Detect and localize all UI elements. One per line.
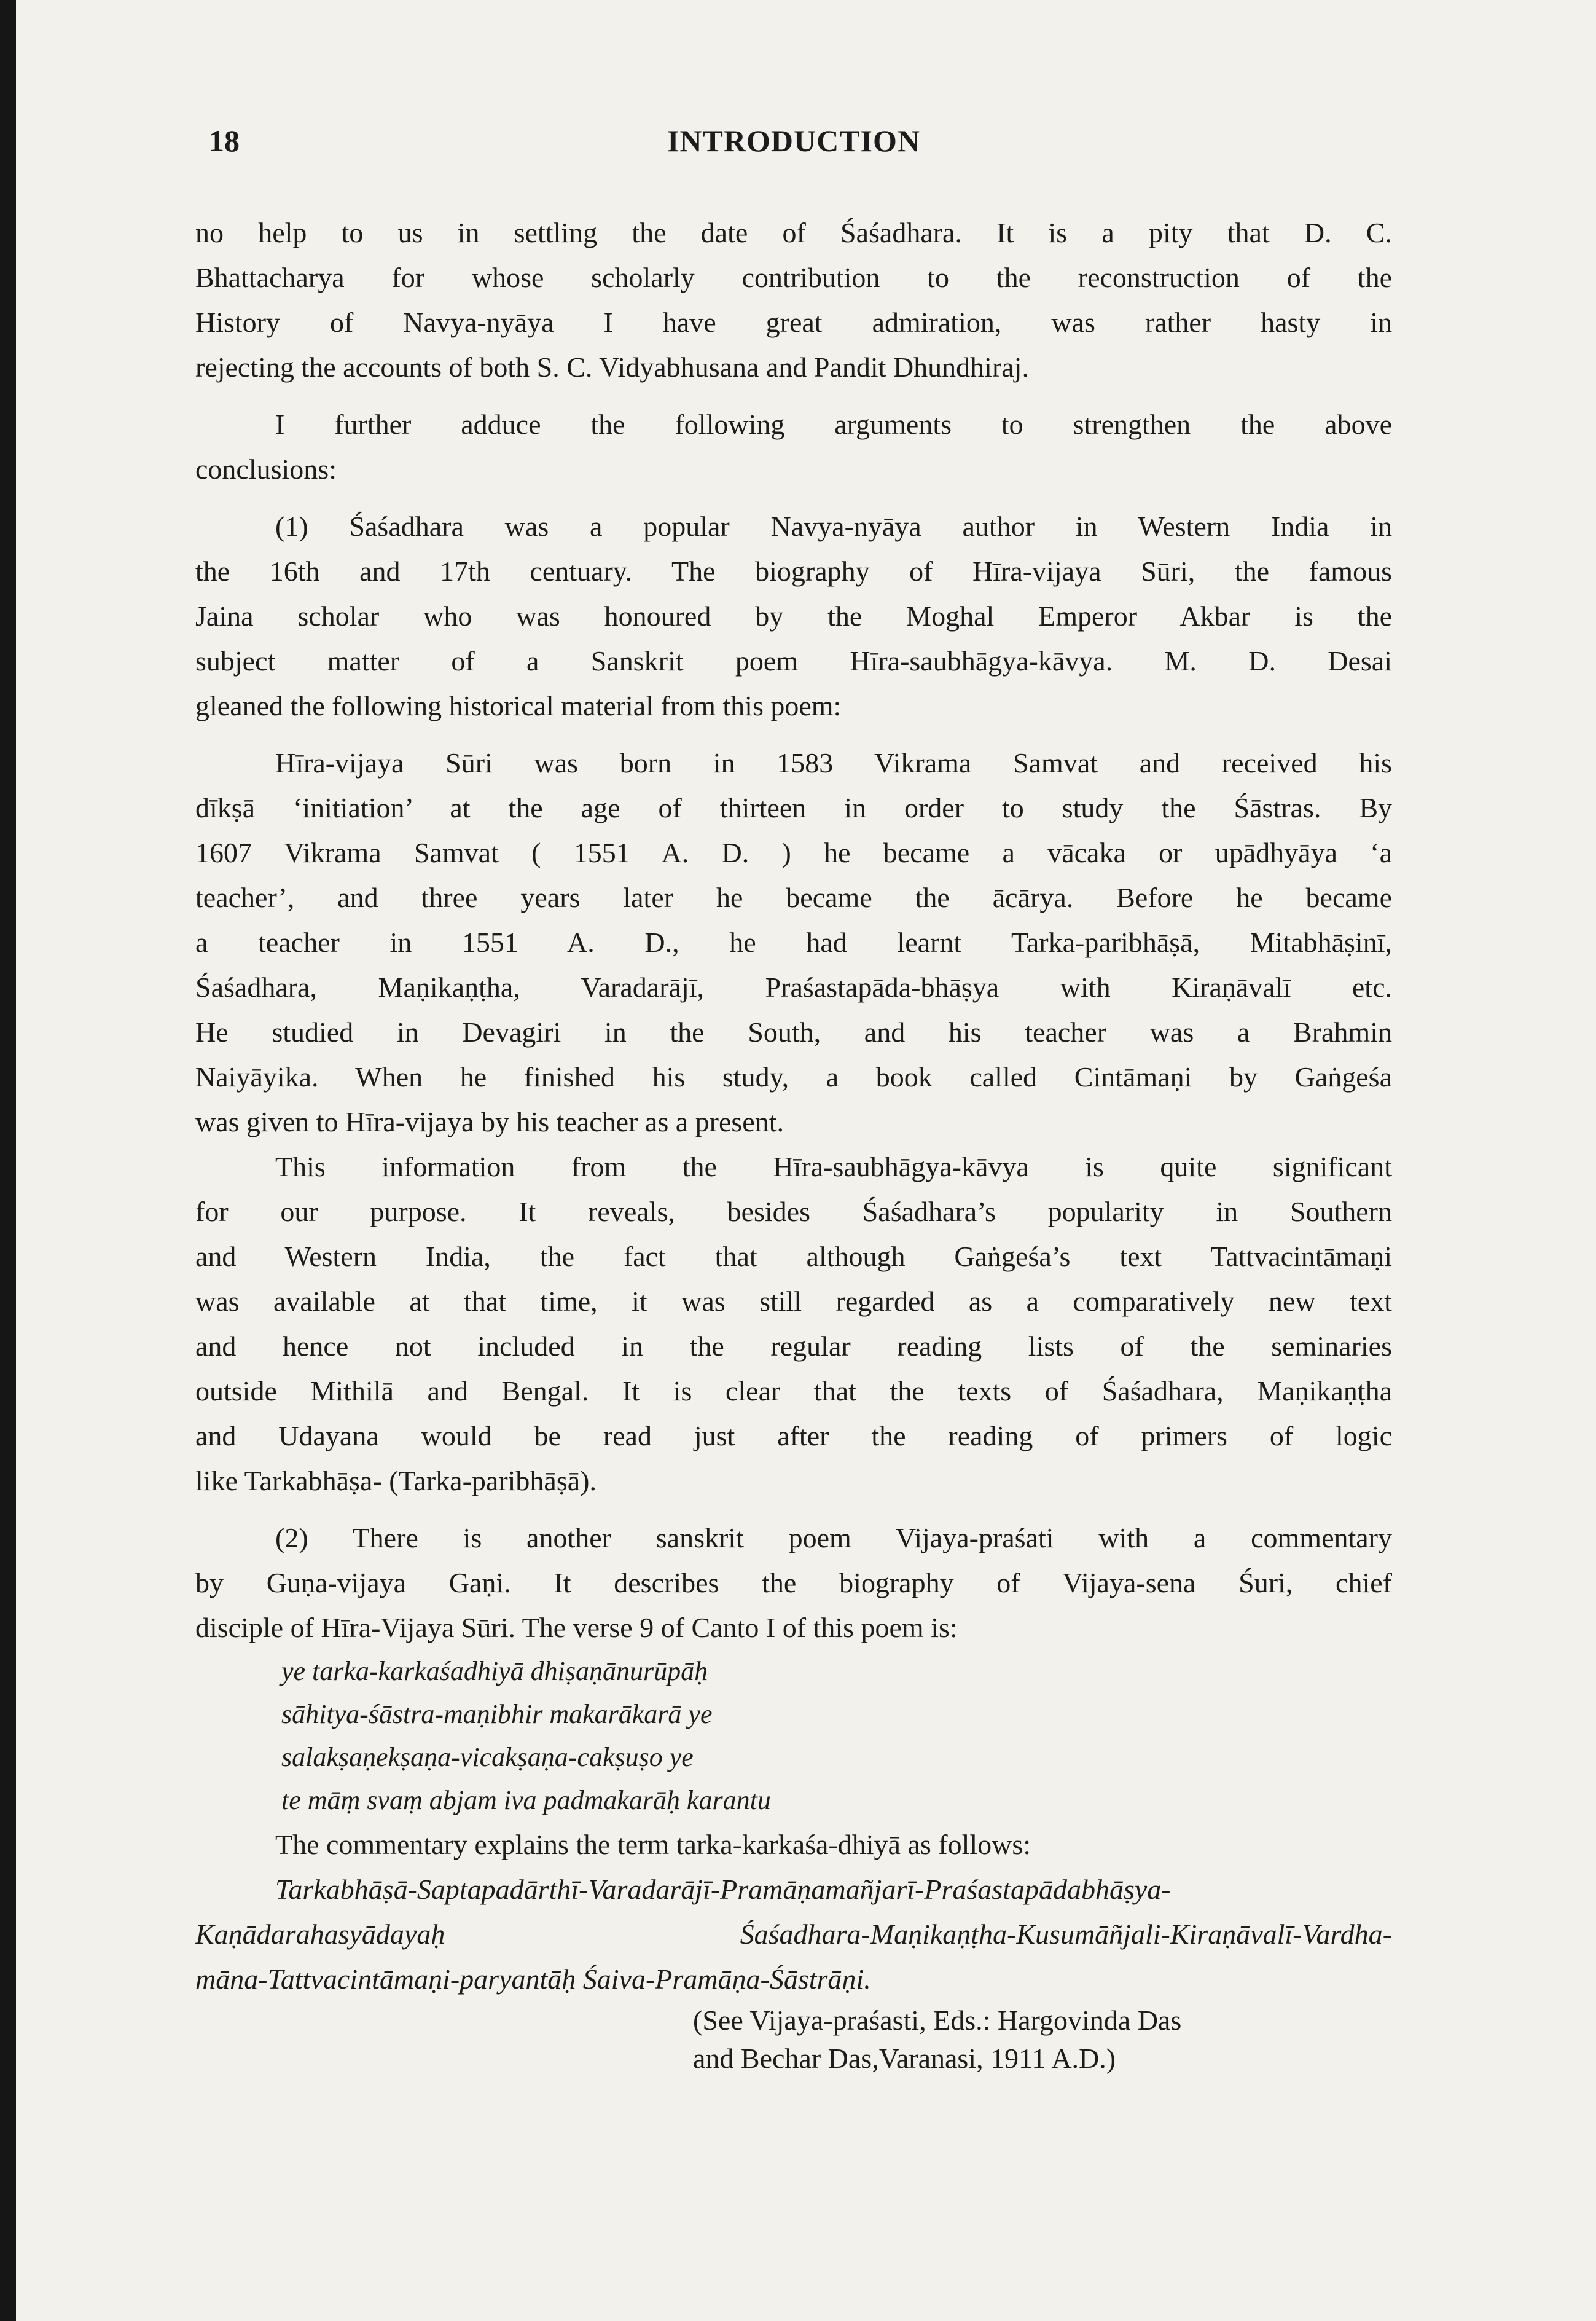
commentary-line: māna-Tattvacintāmaṇi-paryantāḥ Śaiva-Pramāṇa-Śāstrāṇi.	[195, 1963, 871, 1995]
text-line: and hence not included in the regular reading lists of the seminaries	[195, 1330, 1392, 1362]
text-line: gleaned the following historical material from this poem:	[195, 690, 842, 721]
text-line: teacher’, and three years later he became the ācārya. Before he became	[195, 882, 1392, 913]
text-line: He studied in Devagiri in the South, and his teacher was a Brahmin	[195, 1016, 1392, 1048]
text-line: conclusions:	[195, 454, 337, 485]
text-line: subject matter of a Sanskrit poem Hīra-saubhāgya-kāvya. M. D. Desai	[195, 645, 1392, 677]
paragraph-continuation	[195, 210, 1392, 390]
verse-line: sāhitya-śāstra-maṇibhir makarākarā ye	[281, 1699, 713, 1729]
text-line: was given to Hīra-vijaya by his teacher as a present.	[195, 1106, 784, 1137]
running-head: INTRODUCTION	[667, 124, 921, 158]
text-line: rejecting the accounts of both S. C. Vidyabhusana and Pandit Dhundhiraj.	[195, 351, 1029, 383]
text-line: dīkṣā ‘initiation’ at the age of thirteen in order to study the Śāstras. By	[195, 792, 1392, 823]
verse-line: te māṃ svaṃ abjam iva padmakarāḥ karantu	[281, 1785, 771, 1815]
commentary-line: Kaṇādarahasyādayaḥ Śaśadhara-Maṇikaṇṭha-Kusumāñjali-Kiraṇāvalī-Vardha-	[195, 1918, 1392, 1950]
verse-line: ye tarka-karkaśadhiyā dhiṣaṇānurūpāḥ	[281, 1656, 708, 1686]
text-line: 1607 Vikrama Samvat ( 1551 A. D. ) he became a vācaka or upādhyāya ‘a	[195, 837, 1392, 868]
text-line: Naiyāyika. When he finished his study, a book called Cintāmaṇi by Gaṅgeśa	[195, 1061, 1392, 1093]
citation	[693, 2001, 1392, 2078]
paragraph-desai-quote	[195, 740, 1392, 1144]
page-header	[195, 123, 1392, 166]
text-line: the 16th and 17th centuary. The biography of Hīra-vijaya Sūri, the famous	[195, 556, 1392, 587]
text-line: disciple of Hīra-Vijaya Sūri. The verse 9 of Canto I of this poem is:	[195, 1612, 958, 1643]
text-line: like Tarkabhāṣa- (Tarka-paribhāṣā).	[195, 1465, 597, 1496]
text-line: Bhattacharya for whose scholarly contribution to the reconstruction of the	[195, 262, 1392, 293]
commentary-block	[195, 1822, 1392, 2001]
text-line: and Western India, the fact that although Gaṅgeśa’s text Tattvacintāmaṇi	[195, 1241, 1392, 1272]
text-line: I further adduce the following arguments to strengthen the above	[275, 409, 1392, 440]
body-text	[195, 210, 1392, 2078]
paragraph-argument-2	[195, 1515, 1392, 1650]
text-line: by Guṇa-vijaya Gaṇi. It describes the biography of Vijaya-sena Śuri, chief	[195, 1567, 1392, 1598]
verse-line: salakṣaṇekṣaṇa-vicakṣaṇa-cakṣuṣo ye	[281, 1742, 694, 1772]
text-line: Jaina scholar who was honoured by the Moghal Emperor Akbar is the	[195, 600, 1392, 632]
page-number: 18	[209, 124, 240, 158]
citation-line: and Bechar Das,Varanasi, 1911 A.D.)	[693, 2043, 1116, 2074]
text-line: was available at that time, it was still regarded as a comparatively new text	[195, 1286, 1392, 1317]
paragraph-arguments-intro	[195, 402, 1392, 492]
text-line: no help to us in settling the date of Śaśadhara. It is a pity that D. C.	[195, 217, 1392, 248]
text-line: (2) There is another sanskrit poem Vijaya-praśati with a commentary	[275, 1522, 1392, 1553]
text-line: (1) Śaśadhara was a popular Navya-nyāya author in Western India in	[275, 511, 1392, 542]
text-line: and Udayana would be read just after the reading of primers of logic	[195, 1420, 1392, 1451]
text-line: History of Navya-nyāya I have great admiration, was rather hasty in	[195, 307, 1392, 338]
commentary-line: Tarkabhāṣā-Saptapadārthī-Varadarājī-Pramāṇamañjarī-Praśastapādabhāṣya-	[275, 1874, 1171, 1905]
text-line: for our purpose. It reveals, besides Śaśadhara’s popularity in Southern	[195, 1196, 1392, 1227]
book-page	[195, 0, 1392, 2321]
text-line: This information from the Hīra-saubhāgya-kāvya is quite significant	[275, 1151, 1392, 1182]
sanskrit-verse	[195, 1650, 1392, 1822]
scan-left-edge	[0, 0, 16, 2321]
text-line: Śaśadhara, Maṇikaṇṭha, Varadarājī, Praśastapāda-bhāṣya with Kiraṇāvalī etc.	[195, 972, 1392, 1003]
text-line: a teacher in 1551 A. D., he had learnt Tarka-paribhāṣā, Mitabhāṣinī,	[195, 927, 1392, 958]
text-line: outside Mithilā and Bengal. It is clear that the texts of Śaśadhara, Maṇikaṇṭha	[195, 1375, 1392, 1407]
paragraph-argument-1	[195, 504, 1392, 728]
citation-line: (See Vijaya-praśasti, Eds.: Hargovinda Das	[693, 2005, 1182, 2036]
text-line: Hīra-vijaya Sūri was born in 1583 Vikrama Samvat and received his	[275, 747, 1392, 779]
paragraph-significance	[195, 1144, 1392, 1503]
commentary-intro: The commentary explains the term tarka-karkaśa-dhiyā as follows:	[275, 1829, 1031, 1860]
